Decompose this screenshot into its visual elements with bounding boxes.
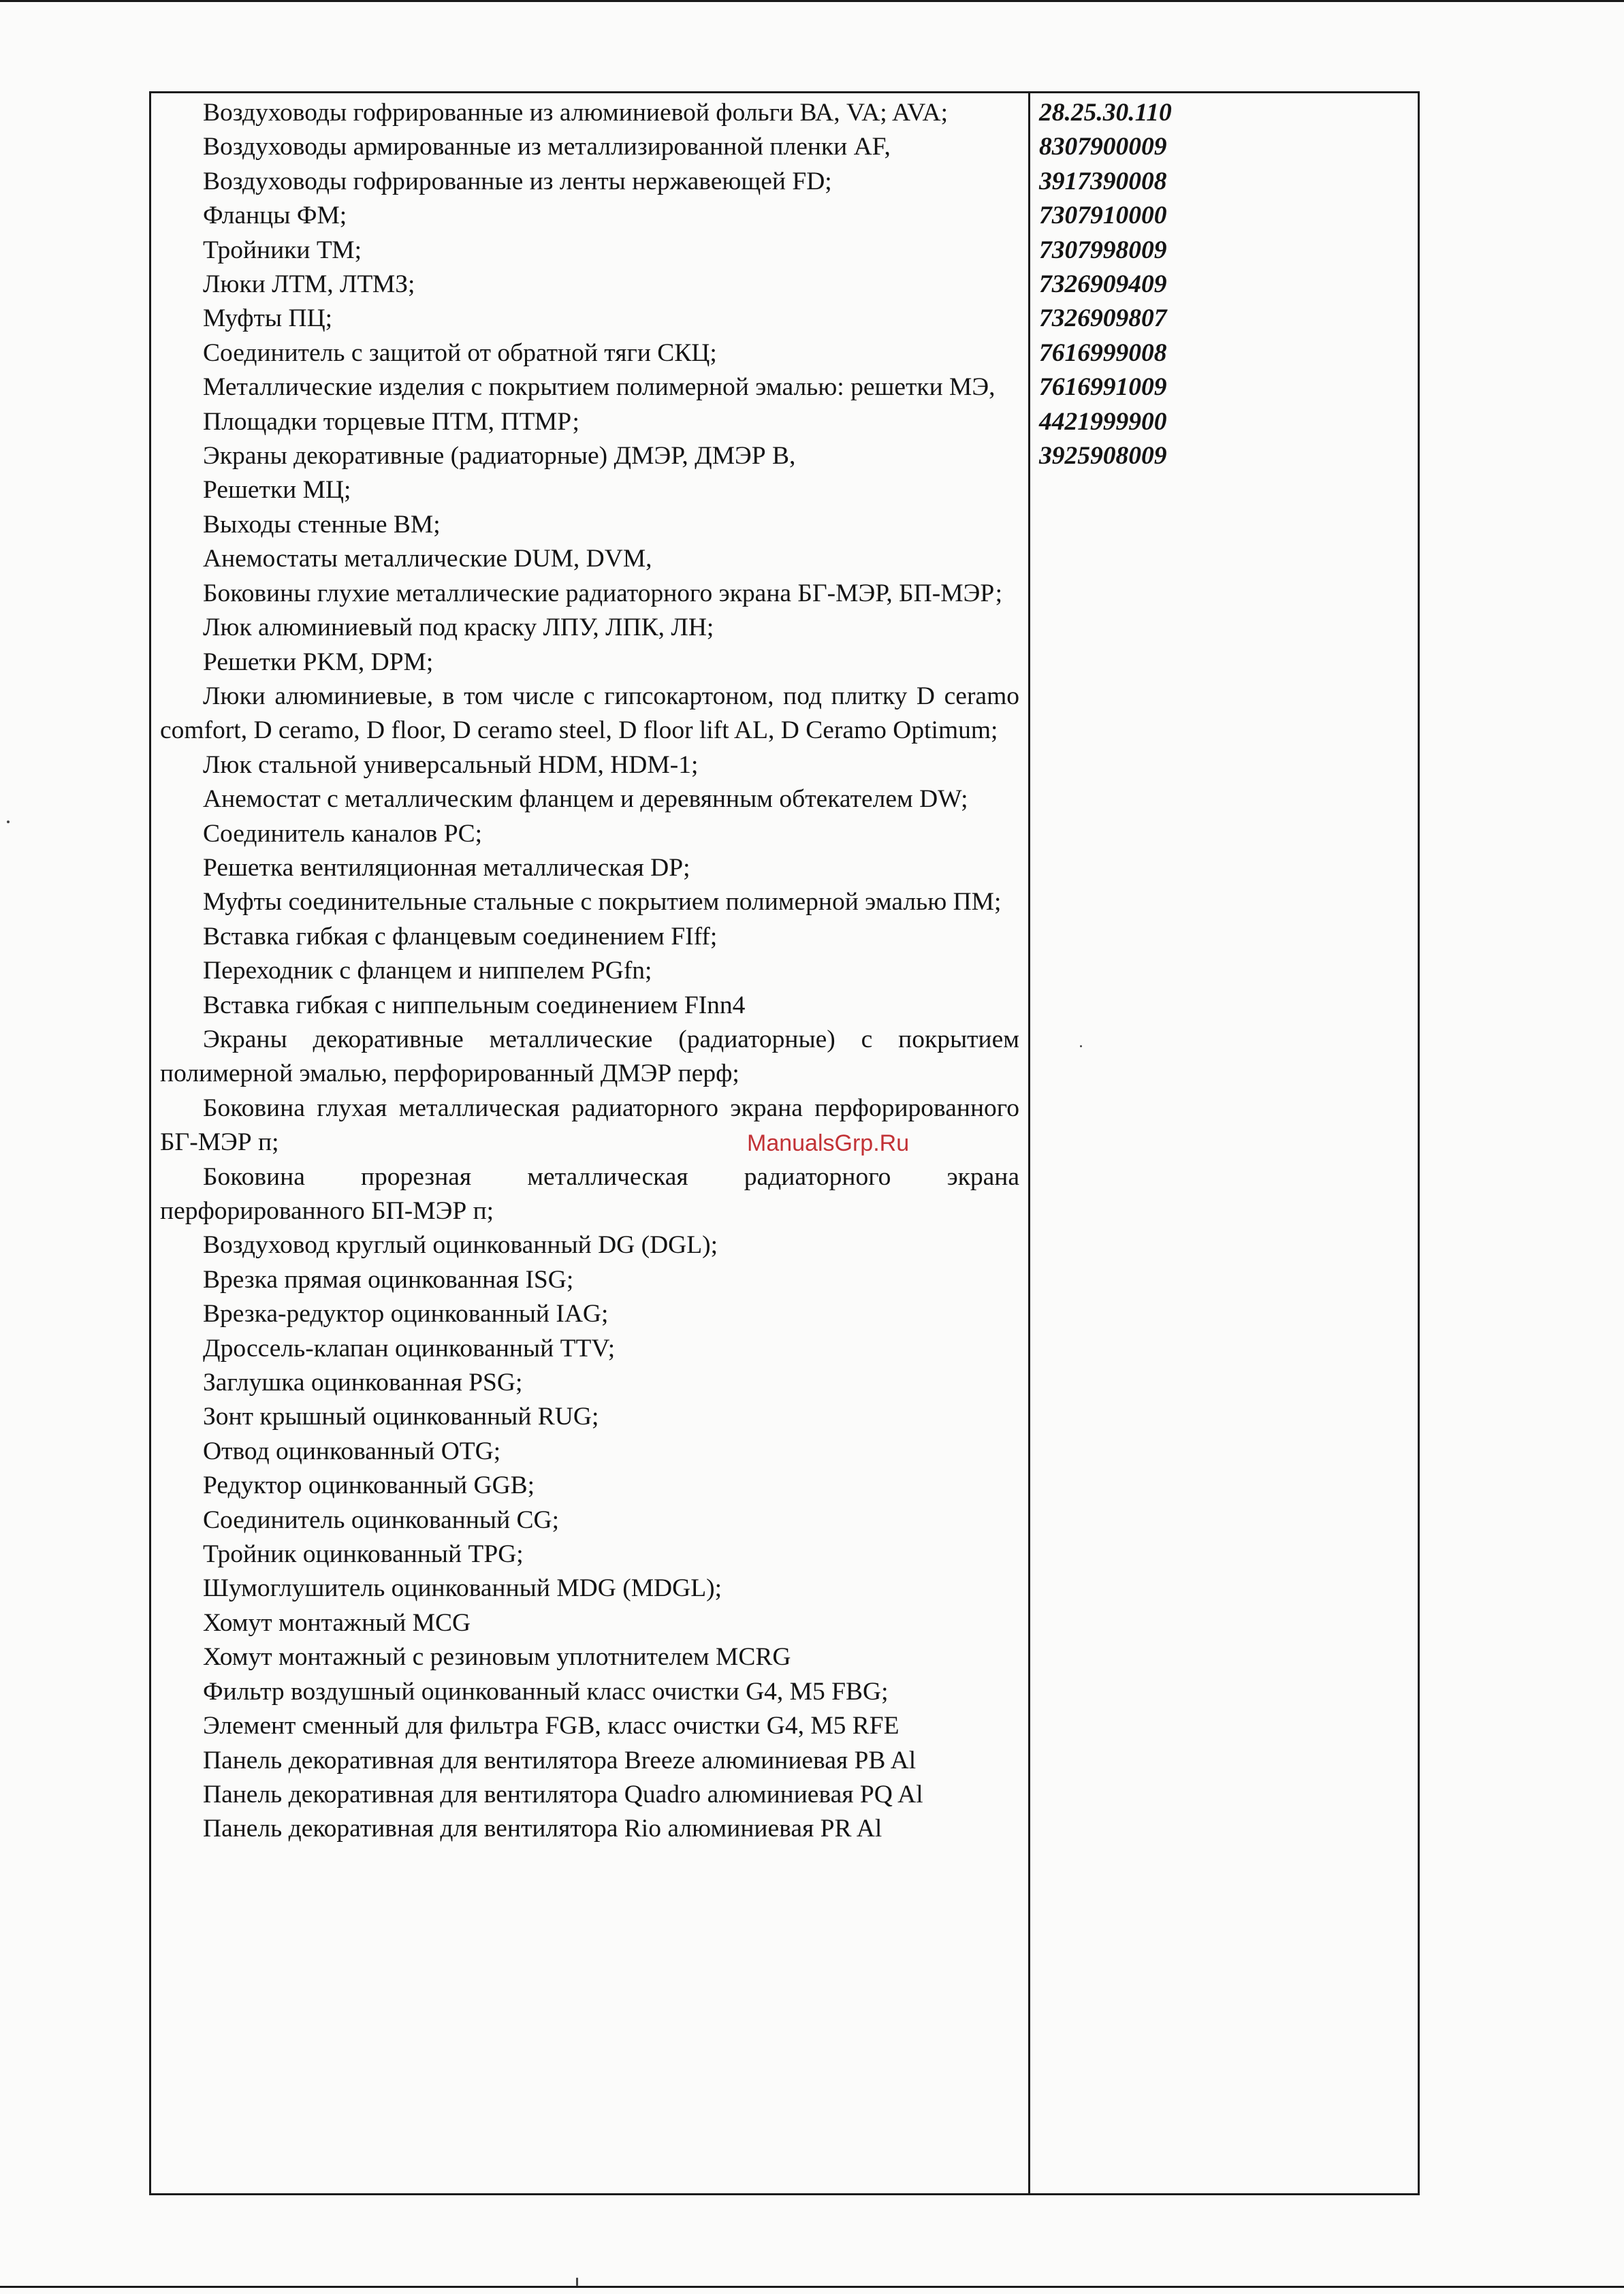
scan-edge-top	[0, 0, 1624, 2]
product-item: Редуктор оцинкованный GGB;	[203, 1471, 535, 1500]
tnved-code: 7326909807	[1039, 304, 1167, 333]
product-item: Соединитель оцинкованный CG;	[203, 1506, 560, 1534]
product-item: Заглушка оцинкованная PSG;	[203, 1369, 523, 1397]
product-item: Вставка гибкая с ниппельным соединением FInn4	[203, 991, 746, 1019]
product-item: Тройники ТМ;	[203, 236, 362, 264]
product-item: Решетки PKM, DPM;	[203, 648, 434, 676]
tnved-code: 7307998009	[1039, 236, 1167, 264]
product-item: Фланцы ФМ;	[203, 202, 347, 230]
product-item: Решетка вентиляционная металлическая DP;	[203, 853, 690, 882]
product-item: Воздуховоды армированные из металлизированной пленки AF,	[203, 133, 891, 161]
product-item: Воздуховод круглый оцинкованный DG (DGL);	[203, 1231, 718, 1260]
product-names-column	[160, 96, 1019, 1847]
product-item: Хомут монтажный MCG	[203, 1608, 471, 1637]
product-item: Люки алюминиевые, в том числе с гипсокартоном, под плитку D ceramo comfort, D ceramo, D floor, D ceramo steel, D floor lift AL, D Ceramo Optimum;	[160, 682, 1019, 745]
product-item: Шумоглушитель оцинкованный MDG (MDGL);	[203, 1574, 722, 1603]
product-item: Боковина прорезная металлическая радиаторного экрана перфорированного БП-МЭР п;	[160, 1162, 1019, 1225]
product-item: Выходы стенные ВМ;	[203, 510, 441, 539]
product-item: Хомут монтажный с резиновым уплотнителем MCRG	[203, 1643, 791, 1672]
product-item: Переходник с фланцем и ниппелем PGfn;	[203, 957, 652, 985]
product-item: Панель декоративная для вентилятора Rio алюминиевая PR Al	[203, 1815, 882, 1843]
product-item: Панель декоративная для вентилятора Breeze алюминиевая PB Al	[203, 1746, 917, 1774]
product-item: Врезка прямая оцинкованная ISG;	[203, 1265, 574, 1294]
product-item: Боковина глухая металлическая радиаторного экрана перфорированного БГ-МЭР п;	[160, 1094, 1019, 1157]
product-item: Воздуховоды гофрированные из алюминиевой фольги ВА, VA; AVA;	[203, 99, 949, 127]
scan-speck	[7, 821, 10, 823]
product-item: Металлические изделия с покрытием полимерной эмалью: решетки МЭ,	[203, 373, 996, 402]
product-item: Анемостаты металлические DUM, DVM,	[203, 545, 652, 573]
tnved-code: 3925908009	[1039, 442, 1167, 471]
product-item: Соединитель с защитой от обратной тяги СКЦ;	[203, 338, 717, 367]
product-item: Люк стальной универсальный HDM, HDM-1;	[203, 750, 699, 779]
product-item: Зонт крышный оцинкованный RUG;	[203, 1403, 599, 1431]
tnved-code: 28.25.30.110	[1039, 99, 1172, 127]
product-item: Фильтр воздушный оцинкованный класс очистки G4, M5 FBG;	[203, 1677, 889, 1706]
scan-speck	[1080, 1045, 1082, 1047]
product-item: Муфты соединительные стальные с покрытием полимерной эмалью ПМ;	[203, 888, 1002, 917]
tnved-code: 3917390008	[1039, 167, 1167, 195]
product-item: Боковины глухие металлические радиаторного экрана БГ-МЭР, БП-МЭР;	[203, 579, 1002, 607]
tnved-code: 7616991009	[1039, 373, 1167, 402]
product-item: Муфты ПЦ;	[203, 304, 333, 333]
tnved-code: 7616999008	[1039, 338, 1167, 367]
tnved-code: 8307900009	[1039, 133, 1167, 161]
product-item: Вставка гибкая с фланцевым соединением FIff;	[203, 922, 718, 951]
product-item: Врезка-редуктор оцинкованный IAG;	[203, 1300, 609, 1328]
product-item: Люк алюминиевый под краску ЛПУ, ЛПК, ЛН;	[203, 614, 714, 642]
product-item: Отвод оцинкованный OTG;	[203, 1437, 501, 1465]
scan-speck	[576, 2278, 578, 2286]
product-item: Экраны декоративные (радиаторные) ДМЭР, ДМЭР В,	[203, 442, 796, 471]
product-item: Элемент сменный для фильтра FGB, класс очистки G4, M5 RFE	[203, 1712, 899, 1740]
product-item: Площадки торцевые ПТМ, ПТМР;	[203, 407, 579, 436]
watermark: ManualsGrp.Ru	[747, 1130, 910, 1156]
product-item: Люки ЛТМ, ЛТМЗ;	[203, 270, 415, 299]
tnved-code: 7326909409	[1039, 270, 1167, 299]
product-item: Экраны декоративные металлические (радиаторные) с покрытием полимерной эмалью, перфорированный ДМЭР перф;	[160, 1025, 1019, 1088]
product-item: Анемостат с металлическим фланцем и деревянным обтекателем DW;	[203, 785, 968, 814]
scan-edge-bottom	[0, 2286, 1624, 2288]
product-codes-column	[1039, 96, 1407, 473]
tnved-code: 7307910000	[1039, 202, 1167, 230]
product-item: Решетки МЦ;	[203, 476, 351, 505]
tnved-code: 4421999900	[1039, 407, 1167, 436]
product-item: Панель декоративная для вентилятора Quadro алюминиевая PQ Al	[203, 1780, 923, 1809]
product-item: Соединитель каналов PC;	[203, 819, 483, 848]
column-divider	[1028, 93, 1030, 2193]
product-item: Тройник оцинкованный TPG;	[203, 1540, 524, 1569]
product-item: Воздуховоды гофрированные из ленты нержавеющей FD;	[203, 167, 832, 195]
product-item: Дроссель-клапан оцинкованный TTV;	[203, 1334, 616, 1363]
